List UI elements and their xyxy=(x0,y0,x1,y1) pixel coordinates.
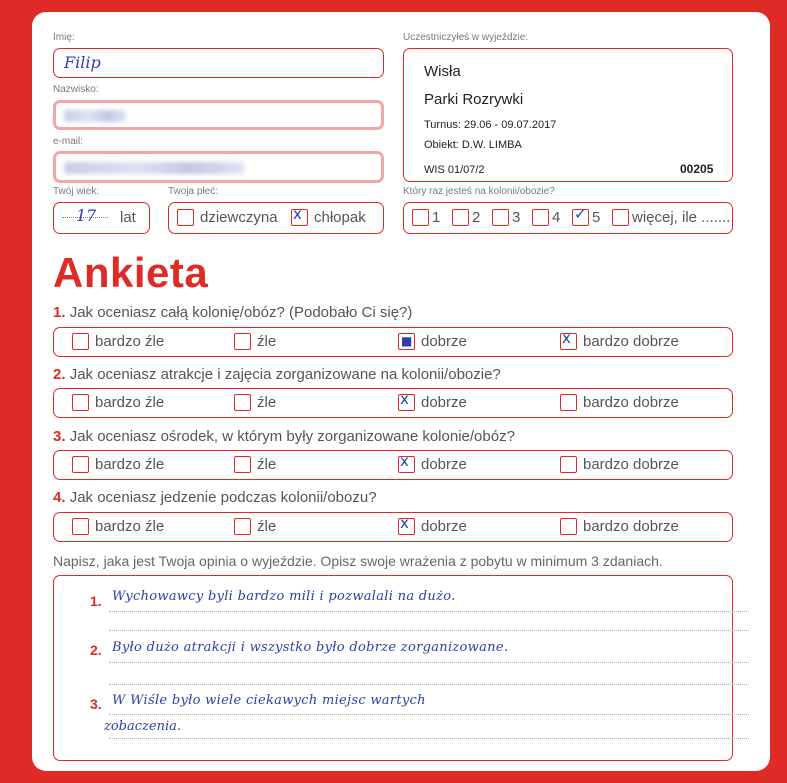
gender-female-option[interactable] xyxy=(177,209,278,227)
gender-male-label: chłopak xyxy=(314,209,366,227)
email-redacted xyxy=(64,162,244,174)
gender-female-label: dziewczyna xyxy=(200,209,278,227)
q2-checkbox-2[interactable] xyxy=(234,394,251,411)
gender-male-checkbox[interactable] xyxy=(291,205,308,226)
first-name-value: Filip xyxy=(64,53,101,72)
q3-option-bardzo-dobrze[interactable] xyxy=(560,456,679,474)
q1-option-dobrze[interactable] xyxy=(398,333,467,351)
last-name-field[interactable] xyxy=(53,100,384,130)
answer-1-number: 1. xyxy=(90,593,102,609)
trip-number: 00205 xyxy=(680,162,714,176)
times-option-more[interactable] xyxy=(612,209,730,227)
q4-option-bardzo-zle[interactable] xyxy=(72,518,164,536)
trip-turnus xyxy=(424,119,556,131)
q3-option-4-label: bardzo dobrze xyxy=(583,456,679,474)
times-option-2[interactable] xyxy=(452,209,480,227)
q2-option-dobrze[interactable] xyxy=(398,390,467,412)
trip-label: Uczestniczyłeś w wyjeździe: xyxy=(403,32,529,43)
q1-option-4-label: bardzo dobrze xyxy=(583,333,679,351)
q1-option-2-label: źle xyxy=(257,333,277,351)
times-label: Który raz jesteś na kolonii/obozie? xyxy=(403,186,555,197)
times-option-3-label: 3 xyxy=(512,209,521,227)
times-checkbox-1[interactable] xyxy=(412,209,429,226)
q3-option-3-label: dobrze xyxy=(421,456,467,474)
q2-option-3-label: dobrze xyxy=(421,394,467,412)
question-3-text: Jak oceniasz ośrodek, w którym były zorganizowane kolonie/obóz? xyxy=(69,428,515,445)
times-checkbox-4[interactable] xyxy=(532,209,549,226)
times-option-more-label: więcej, ile ....... xyxy=(632,209,731,227)
q4-option-zle[interactable] xyxy=(234,518,276,536)
times-option-4[interactable] xyxy=(532,209,560,227)
answer-2-line-a xyxy=(109,662,749,663)
q4-checkbox-2[interactable] xyxy=(234,518,251,535)
age-value: 17 xyxy=(76,206,97,225)
trip-place: Wisła xyxy=(424,63,461,80)
q1-option-bardzo-dobrze[interactable] xyxy=(560,329,679,351)
times-option-1[interactable] xyxy=(412,209,440,227)
q3-option-zle[interactable] xyxy=(234,456,276,474)
q4-option-4-label: bardzo dobrze xyxy=(583,518,679,536)
q2-option-2-label: źle xyxy=(257,394,277,412)
q3-mark-3: x xyxy=(400,452,409,471)
times-field xyxy=(403,202,733,234)
q4-checkbox-4[interactable] xyxy=(560,518,577,535)
answer-1-text: Wychowawcy byli bardzo mili i pozwalali na dużo. xyxy=(112,589,456,604)
q2-option-zle[interactable] xyxy=(234,394,276,412)
q2-option-1-label: bardzo źle xyxy=(95,394,165,412)
question-1-text: Jak oceniasz całą kolonię/obóz? (Podobało Ci się?) xyxy=(69,304,413,321)
question-2-label xyxy=(53,366,501,383)
age-unit: lat xyxy=(120,209,136,226)
trip-obiekt-label: Obiekt: xyxy=(424,139,459,151)
survey-card xyxy=(32,12,770,771)
q4-option-bardzo-dobrze[interactable] xyxy=(560,518,679,536)
q3-option-1-label: bardzo źle xyxy=(95,456,165,474)
q4-checkbox-3[interactable] xyxy=(398,514,415,535)
q3-option-dobrze[interactable] xyxy=(398,452,467,474)
q1-option-bardzo-zle[interactable] xyxy=(72,333,164,351)
opinion-prompt: Napisz, jaka jest Twoja opinia o wyjeździe. Opisz swoje wrażenia z pobytu w minimum 3 zdaniach. xyxy=(53,553,663,569)
q4-option-3-label: dobrze xyxy=(421,518,467,536)
times-checkbox-more[interactable] xyxy=(612,209,629,226)
question-3-number: 3. xyxy=(53,428,66,445)
age-label: Twój wiek: xyxy=(53,186,100,197)
q1-option-zle[interactable] xyxy=(234,333,276,351)
trip-code: WIS 01/07/2 xyxy=(424,164,485,176)
times-checkbox-3[interactable] xyxy=(492,209,509,226)
question-3-label xyxy=(53,428,515,445)
times-option-2-label: 2 xyxy=(472,209,481,227)
q1-checkbox-2[interactable] xyxy=(234,333,251,350)
q1-mark-4: x xyxy=(562,329,571,348)
times-option-5-label: 5 xyxy=(592,209,601,227)
q4-option-2-label: źle xyxy=(257,518,277,536)
q2-option-bardzo-dobrze[interactable] xyxy=(560,394,679,412)
gender-male-option[interactable] xyxy=(291,205,366,227)
q3-checkbox-3[interactable] xyxy=(398,452,415,473)
question-1-options xyxy=(53,327,733,357)
answer-2-line-b xyxy=(109,684,749,685)
times-option-3[interactable] xyxy=(492,209,520,227)
q2-checkbox-1[interactable] xyxy=(72,394,89,411)
q1-checkbox-4[interactable] xyxy=(560,329,577,350)
question-4-number: 4. xyxy=(53,489,66,506)
answer-3-continuation: zobaczenia. xyxy=(104,719,181,734)
q3-checkbox-2[interactable] xyxy=(234,456,251,473)
times-option-1-label: 1 xyxy=(432,209,441,227)
email-label: e-mail: xyxy=(53,136,84,147)
q3-checkbox-1[interactable] xyxy=(72,456,89,473)
first-name-label: Imię: xyxy=(53,32,75,43)
gender-field xyxy=(168,202,384,234)
times-checkbox-2[interactable] xyxy=(452,209,469,226)
page-title: Ankieta xyxy=(53,249,209,296)
q3-checkbox-4[interactable] xyxy=(560,456,577,473)
gender-female-checkbox[interactable] xyxy=(177,209,194,226)
q1-checkbox-3[interactable] xyxy=(398,333,415,350)
answer-1-line-a xyxy=(109,611,749,612)
trip-turnus-value: 29.06 - 09.07.2017 xyxy=(463,119,557,131)
answer-2-number: 2. xyxy=(90,642,102,658)
times-option-4-label: 4 xyxy=(552,209,561,227)
q2-checkbox-4[interactable] xyxy=(560,394,577,411)
trip-obiekt-value: D.W. LIMBA xyxy=(461,139,522,151)
question-3-options xyxy=(53,450,733,480)
q1-checkbox-1[interactable] xyxy=(72,333,89,350)
question-2-options xyxy=(53,388,733,418)
q1-option-3-label: dobrze xyxy=(421,333,467,351)
q4-option-dobrze[interactable] xyxy=(398,514,467,536)
trip-box xyxy=(403,48,733,182)
q2-mark-3: x xyxy=(400,390,409,409)
q2-checkbox-3[interactable] xyxy=(398,390,415,411)
answer-3-number: 3. xyxy=(90,696,102,712)
answer-2-text: Było dużo atrakcji i wszystko było dobrze zorganizowane. xyxy=(112,640,509,655)
first-name-field[interactable] xyxy=(53,48,384,78)
answer-3-line-a xyxy=(109,714,749,715)
question-2-text: Jak oceniasz atrakcje i zajęcia zorganizowane na kolonii/obozie? xyxy=(69,366,501,383)
question-4-text: Jak oceniasz jedzenie podczas kolonii/obozu? xyxy=(69,489,377,506)
trip-name: Parki Rozrywki xyxy=(424,91,524,108)
q4-checkbox-1[interactable] xyxy=(72,518,89,535)
q4-option-1-label: bardzo źle xyxy=(95,518,165,536)
q1-option-1-label: bardzo źle xyxy=(95,333,165,351)
question-1-number: 1. xyxy=(53,304,66,321)
question-2-number: 2. xyxy=(53,366,66,383)
trip-obiekt xyxy=(424,139,522,151)
answer-3-text: W Wiśle było wiele ciekawych miejsc wartych xyxy=(112,693,426,708)
question-1-label xyxy=(53,304,412,321)
answer-1-line-b xyxy=(109,630,749,631)
q2-option-bardzo-zle[interactable] xyxy=(72,394,164,412)
age-field[interactable] xyxy=(53,202,150,234)
last-name-redacted xyxy=(64,110,126,122)
email-field[interactable] xyxy=(53,151,384,183)
answer-3-line-b xyxy=(109,738,749,739)
gender-male-mark: x xyxy=(293,205,302,224)
times-option-5-mark: ✓ xyxy=(574,205,587,224)
q3-option-2-label: źle xyxy=(257,456,277,474)
q1-mark-3: ■ xyxy=(401,334,413,349)
times-checkbox-5[interactable] xyxy=(572,205,589,226)
q3-option-bardzo-zle[interactable] xyxy=(72,456,164,474)
q2-option-4-label: bardzo dobrze xyxy=(583,394,679,412)
times-option-5[interactable] xyxy=(572,205,601,227)
opinion-box[interactable] xyxy=(53,575,733,761)
trip-turnus-label: Turnus: xyxy=(424,119,461,131)
last-name-label: Nazwisko: xyxy=(53,84,99,95)
question-4-options xyxy=(53,512,733,542)
q4-mark-3: x xyxy=(400,514,409,533)
question-4-label xyxy=(53,489,377,506)
gender-label: Twoja płeć: xyxy=(168,186,219,197)
